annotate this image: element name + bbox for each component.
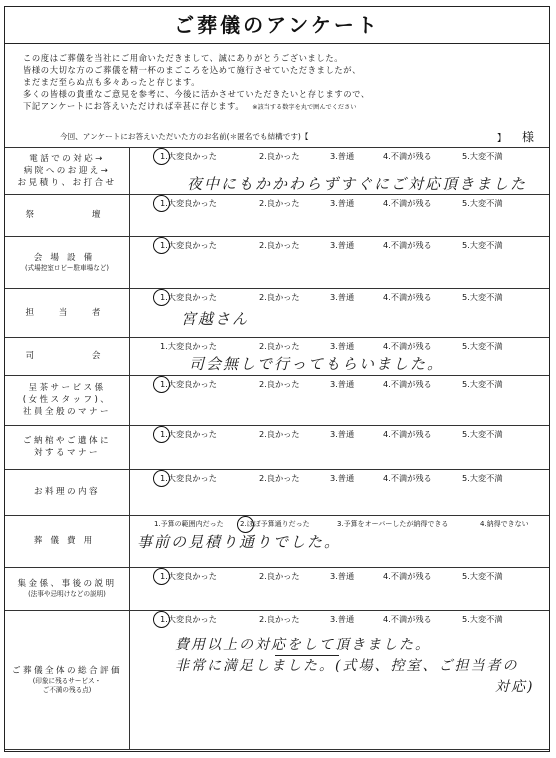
row-label-text: 呈茶サービス係 (28, 383, 106, 393)
row-label-sub: (印象に残るサービス・ (32, 676, 102, 685)
rating-option[interactable]: 1.大変良かった (160, 429, 217, 439)
rating-option[interactable]: 4.不満が残る (383, 240, 432, 250)
rating-option[interactable]: 1.大変良かった (160, 571, 217, 581)
rating-options (132, 198, 548, 210)
name-bracket-close: 】 (497, 134, 507, 144)
row-label-text: ご納棺やご遺体に (23, 436, 111, 446)
rating-option[interactable]: 3.普通 (330, 473, 355, 483)
handwritten-comment: 費用以上の対応をして頂きました。 (175, 637, 431, 653)
rating-options (132, 240, 548, 252)
rating-option[interactable]: 1.大変良かった (160, 240, 217, 250)
row-label-text: お見積り、お打合せ (17, 177, 117, 188)
rating-option[interactable]: 2.良かった (259, 198, 300, 208)
selected-option-circle (153, 568, 170, 585)
rating-option[interactable]: 3.普通 (330, 571, 355, 581)
rating-option[interactable]: 5.大変不満 (462, 614, 503, 624)
handwritten-comment: 夜中にもかかわらずすぐにご対応頂きました (187, 175, 528, 193)
row-label (5, 515, 129, 567)
selected-option-circle (153, 611, 170, 628)
rating-option[interactable]: 2.良かった (259, 292, 300, 302)
rating-option[interactable]: 2.良かった (259, 473, 300, 483)
rating-option[interactable]: 3.普通 (330, 429, 355, 439)
selected-option-circle (153, 376, 170, 393)
name-field-row[interactable] (60, 131, 550, 142)
rating-option[interactable]: 3.普通 (330, 151, 355, 161)
handwritten-comment: 司会無しで行ってもらいました。 (189, 355, 445, 373)
rating-option[interactable]: 5.大変不満 (462, 292, 503, 302)
row-label-text: 社員全般のマナー (23, 407, 111, 417)
row-label-text: 集金係、事後の説明 (17, 579, 117, 589)
row-label (5, 236, 129, 288)
rating-option[interactable]: 3.普通 (330, 379, 355, 389)
row-label (5, 337, 129, 375)
selected-option-circle (153, 237, 170, 254)
row-label (5, 147, 129, 194)
rating-option[interactable]: 5.大変不満 (462, 571, 503, 581)
rating-option[interactable]: 4.不満が残る (383, 341, 432, 351)
survey-sheet (4, 6, 550, 752)
rating-option[interactable]: 4.不満が残る (383, 571, 432, 581)
intro-line: 皆様の大切な方のご葬儀を精一杯のまごころを込めて施行させていただきましたが、 (23, 65, 362, 75)
intro-line: 多くの皆様の貴重なご意見を参考に、今後に活かさせていただきたいと存じますので、 (23, 89, 370, 99)
rating-option[interactable]: 2.良かった (259, 379, 300, 389)
row-label (5, 375, 129, 425)
rating-option[interactable]: 3.普通 (330, 240, 355, 250)
row-label (5, 567, 129, 610)
rating-option[interactable]: 1.予算の範囲内だった (154, 520, 224, 528)
row-label-text: 対するマナー (34, 448, 100, 458)
intro-line: まだまだ至らぬ点も多々あったと存じます。 (23, 77, 201, 87)
row-label-text: 祭 壇 (25, 210, 109, 220)
rating-option[interactable]: 5.大変不満 (462, 151, 503, 161)
page-title: ご葬儀のアンケート (5, 7, 549, 44)
rating-option[interactable]: 3.予算をオーバーしたが納得できる (337, 520, 449, 528)
row-label (5, 288, 129, 337)
rating-option[interactable]: 1.大変良かった (160, 341, 217, 351)
rating-options (132, 341, 548, 353)
rating-option[interactable]: 3.普通 (330, 292, 355, 302)
intro-line (23, 100, 533, 114)
row-label-sub: (法事や忌明けなどの説明) (28, 590, 106, 598)
intro-line-last: 下記アンケートにお答えいただければ幸甚に存じます。 (23, 101, 245, 111)
rating-option[interactable]: 4.不満が残る (383, 198, 432, 208)
comment-underline (275, 655, 339, 656)
rating-option[interactable]: 4.不満が残る (383, 429, 432, 439)
rating-option[interactable]: 2.良かった (259, 571, 300, 581)
row-label-text: 担 当 者 (25, 307, 109, 318)
handwritten-comment: 宮越さん (181, 310, 250, 328)
rating-option[interactable]: 2.良かった (259, 429, 300, 439)
rating-option[interactable]: 2.良かった (259, 341, 300, 351)
intro-text (23, 52, 533, 114)
rating-option[interactable]: 1.大変良かった (160, 473, 217, 483)
handwritten-comment: 非常に満足しました。(式場、控室、ご担当者の (175, 658, 519, 674)
rating-option[interactable]: 4.不満が残る (383, 151, 432, 161)
rating-option[interactable]: 4.不満が残る (383, 614, 432, 624)
row-label-sub: ご不満の残る点) (42, 685, 92, 694)
rating-options (132, 379, 548, 391)
row-label-text: 葬儀費用 (33, 536, 101, 546)
row-label (5, 610, 129, 749)
row-label-text: (女性スタッフ)、 (22, 395, 112, 405)
rating-option[interactable]: 3.普通 (330, 614, 355, 624)
rating-options (132, 151, 548, 163)
handwritten-comment: 事前の見積り通りでした。 (137, 533, 342, 551)
handwritten-comment: 対応) (495, 679, 535, 695)
name-prompt: 今回、アンケートにお答えいただいた方のお名前(＊匿名でも結構です)【 (60, 132, 309, 141)
row-label-text: 司 会 (25, 351, 109, 361)
rating-option[interactable]: 3.普通 (330, 198, 355, 208)
rating-option[interactable]: 2.良かった (259, 240, 300, 250)
name-suffix: 様 (522, 130, 535, 144)
rating-option[interactable]: 1.大変良かった (160, 614, 217, 624)
row-label-text: 電話での対応→ (29, 153, 105, 164)
rating-option[interactable]: 1.大変良かった (160, 198, 217, 208)
rating-option[interactable]: 1.大変良かった (160, 292, 217, 302)
row-label (5, 469, 129, 515)
selected-option-circle (153, 470, 170, 487)
row-divider (5, 749, 549, 750)
rating-option[interactable]: 1.大変良かった (160, 379, 217, 389)
row-label-text: 病院へのお迎え→ (23, 165, 111, 176)
rating-option[interactable]: 5.大変不満 (462, 240, 503, 250)
rating-option[interactable]: 4.不満が残る (383, 379, 432, 389)
rating-option[interactable]: 2.ほぼ予算通りだった (240, 520, 310, 528)
rating-option[interactable]: 2.良かった (259, 614, 300, 624)
row-label-text: お料理の内容 (34, 487, 100, 497)
rating-options (132, 429, 548, 441)
rating-option[interactable]: 4.納得できない (480, 520, 529, 528)
rating-option[interactable]: 2.良かった (259, 151, 300, 161)
rating-option[interactable]: 4.不満が残る (383, 473, 432, 483)
row-label (5, 425, 129, 469)
rating-option[interactable]: 5.大変不満 (462, 198, 503, 208)
selected-option-circle (153, 148, 170, 165)
cost-options (132, 519, 548, 531)
row-label-sub: (式場控室ロビー駐車場など) (24, 263, 109, 272)
rating-option[interactable]: 3.普通 (330, 341, 355, 351)
column-divider (129, 147, 130, 749)
rating-option[interactable]: 4.不満が残る (383, 292, 432, 302)
rating-options (132, 571, 548, 583)
selected-option-circle (153, 289, 170, 306)
rating-option[interactable]: 5.大変不満 (462, 379, 503, 389)
rating-options (132, 614, 548, 626)
rating-option[interactable]: 5.大変不満 (462, 429, 503, 439)
rating-option[interactable]: 1.大変良かった (160, 151, 217, 161)
selected-option-circle (153, 195, 170, 212)
row-label-text: 会場設備 (33, 252, 101, 263)
rating-option[interactable]: 5.大変不満 (462, 341, 503, 351)
selected-option-circle (153, 426, 170, 443)
instruction-note: ※該当する数字を丸で囲んでください (252, 104, 357, 111)
rating-options (132, 292, 548, 304)
intro-line: この度はご葬儀を当社にご用命いただきまして、誠にありがとうございました。 (23, 53, 344, 63)
rating-options (132, 473, 548, 485)
row-label-text: ご葬儀全体の総合評価 (12, 665, 122, 676)
row-label (5, 194, 129, 236)
rating-option[interactable]: 5.大変不満 (462, 473, 503, 483)
